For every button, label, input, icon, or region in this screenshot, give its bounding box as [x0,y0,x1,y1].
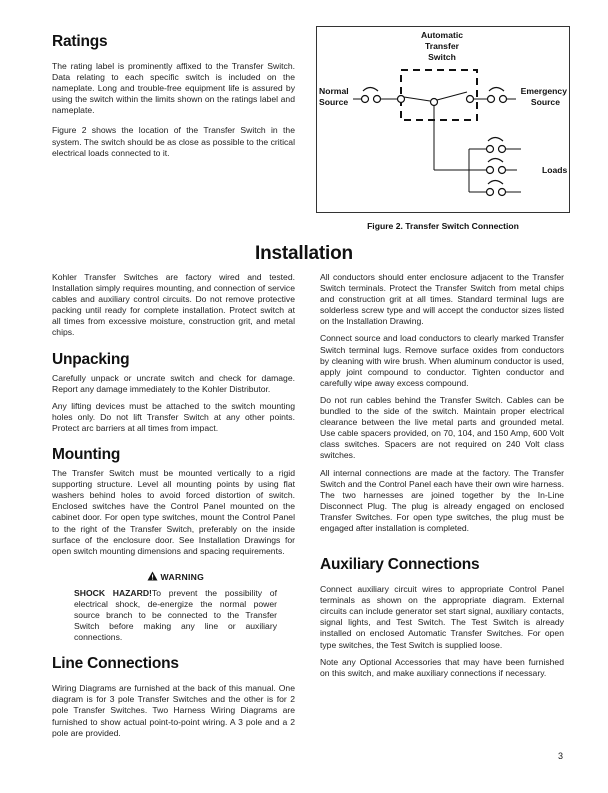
normal-source-label-line1: Normal [319,86,349,96]
ratings-paragraph: Figure 2 shows the location of the Transfer Switch in the system. The switch should be as close as possible to the critical electrical loads connected to it. [52,125,295,158]
cables-paragraph: Do not run cables behind the Transfer Switch. Cables can be bundled to the side of the switch. Maintain proper electrical clearance between the live metal parts and grounded metal. Use cable spacers provided, on 70, 104, and 150 Amp, 600 Volt class switches. Spacers are not required on 240 Volt class switches. [320,394,564,461]
terminal-lugs-paragraph: Connect source and load conductors to clearly marked Transfer Switch terminal lugs. Remove surface oxides from conductors by cleaning with wire brush. When aluminum conductor is used, apply joint compound to conductor. Tighten conductor and carefully wipe away excess compound. [320,333,564,388]
auxiliary-paragraph: Connect auxiliary circuit wires to appropriate Control Panel terminals as shown on the appropriate diagram. External circuits can include generator set start signal, auxiliary contacts, signal lights, and Test Switch. The Test Switch is already installed on enclosed Automatic Transfer Switches. For open type switches, the Test Switch is supplied loose. [320,584,564,650]
internal-connections-paragraph: All internal connections are made at the factory. The Transfer Switch and the Control Panel each have their own wire harness. The two harnesses are joined together by the In-Line Disconnect Plug. The plug is already engaged on enclosed Transfer Switches. For open type switches, the plug must be engaged after installation is completed. [320,467,564,533]
ratings-section [52,33,295,159]
figure-caption: Figure 2. Transfer Switch Connection [367,221,519,231]
loads-label: Loads [542,165,568,175]
page-number: 3 [558,751,564,761]
emergency-source-label-line1: Emergency [520,86,567,96]
ats-label-line3: Switch [428,52,456,62]
load-breaker-3 [469,181,521,196]
unpacking-paragraph: Any lifting devices must be attached to the switch mounting holes only. Do not lift Transfer Switch at any other points. Protect arc barriers at all times from impact. [52,400,295,433]
warning-text: SHOCK HAZARD!To prevent the possibility of electrical shock, de-energize the normal power source branch to be connected to the Transfer Switch before making any line or auxiliary connections. [74,587,277,643]
warning-heading: WARNING [74,571,277,582]
unpacking-paragraph: Carefully unpack or uncrate switch and check for damage. Report any damage immediately to the Kohler Distributor. [52,372,295,394]
normal-source-label-line2: Source [319,97,349,107]
shock-hazard-label: SHOCK HAZARD! [74,587,152,598]
ratings-paragraph: The rating label is prominently affixed to the Transfer Switch. Data relating to each specific switch is included on the nameplate. Long and trouble-free equipment life is assured by using the switch within the limits shown on the ratings label and nameplate. [52,61,295,116]
load-breaker-2 [487,159,518,174]
left-column [52,272,295,739]
ats-dashed-enclosure [401,70,477,120]
installation-intro: Kohler Transfer Switches are factory wired and tested. Installation simply requires mounting, and connection of service cables and auxiliary control circuits. Do not remove protective packing until ready for complete installation. Protect switch at all times from excessive moisture, construction grit, and metal chips. [52,272,295,338]
transfer-switch-diagram [317,27,569,212]
emergency-source-label-line2: Source [530,97,560,107]
conductors-paragraph: All conductors should enter enclosure adjacent to the Transfer Switch terminals. Protect the Transfer Switch from metal chips and construction grit at all times. Standard terminal lugs are solderless screw type and will accept the conductor sizes listed on the Installation Drawing. [320,272,564,327]
mounting-paragraph: The Transfer Switch must be mounted vertically to a rigid supporting structure. Level all mounting points by using flat washers behind holes to avoid forced distortion of switch. Enclosed switches have the Control Panel mounted on the cabinet door. For open type switches, mount the Control Panel to the right of the Transfer Switch, preferably on the inside surface of the enclosure door. See Installation Drawings for open switch mounting dimensions and spacing requirements. [52,468,295,556]
warning-triangle-icon [147,571,158,581]
ratings-heading: Ratings [52,33,108,50]
installation-title: Installation [255,243,353,264]
auxiliary-connections-heading: Auxiliary Connections [320,556,480,574]
line-connections-heading: Line Connections [52,655,179,673]
right-column [320,272,564,679]
mounting-heading: Mounting [52,446,121,464]
load-breaker-1 [469,138,521,153]
ats-label-line1: Automatic [420,30,464,40]
auxiliary-paragraph: Note any Optional Accessories that may have been furnished on this switch, and make auxiliary connections if necessary. [320,656,564,678]
warning-box [74,571,277,643]
ats-label-line2: Transfer [425,41,459,51]
figure-transfer-switch-connection [316,26,570,231]
unpacking-heading: Unpacking [52,350,130,368]
line-connections-paragraph: Wiring Diagrams are furnished at the back of this manual. One diagram is for 3 pole Transfer Switches and the other is for 2 pole Transfer Switches. Two Harness Wiring Diagrams are furnished to show actual point-to-point wiring. A 3 pole and a 2 pole are provided. [52,683,295,738]
diagram-frame [316,26,570,213]
